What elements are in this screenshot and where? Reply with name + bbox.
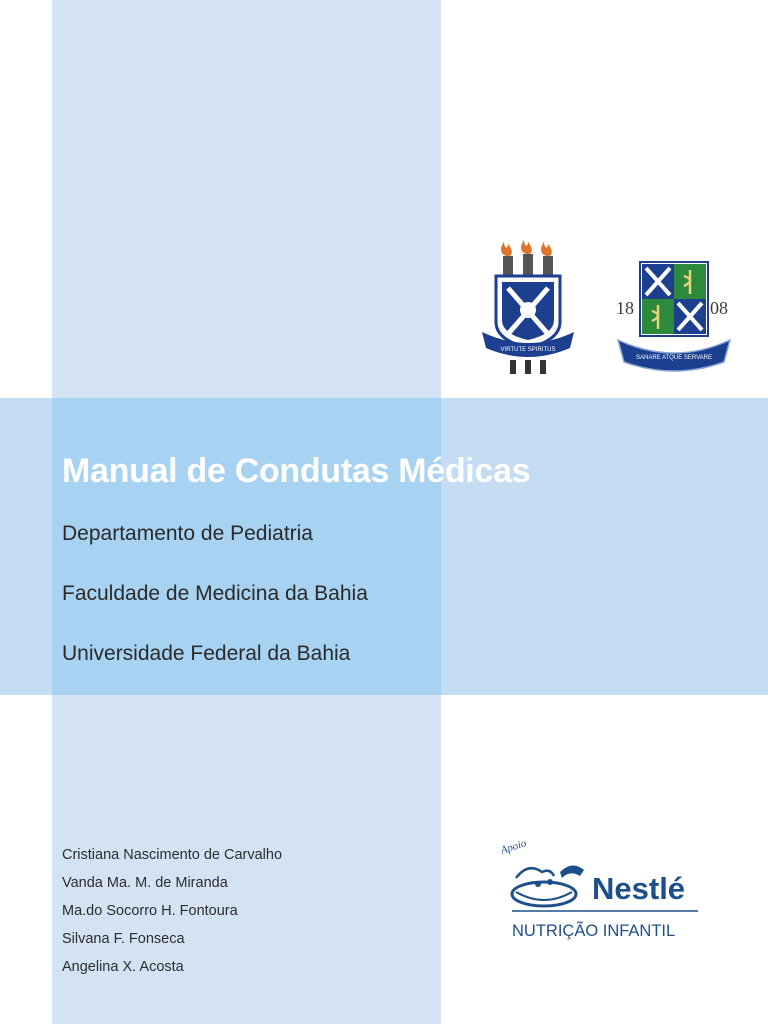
faculty-line: Faculdade de Medicina da Bahia (62, 582, 368, 605)
torch-icon (541, 242, 553, 280)
sponsor-division: NUTRIÇÃO INFANTIL (512, 922, 676, 940)
author-list (62, 845, 282, 985)
document-title: Manual de Condutas Médicas (62, 452, 531, 490)
author-name: Angelina X. Acosta (62, 959, 184, 975)
author-name: Silvana F. Fonseca (62, 931, 185, 947)
sponsor-prefix: Apoio (499, 837, 528, 857)
fmb-coat-of-arms (612, 260, 736, 374)
fmb-motto: SANARE ATQUE SERVARE (635, 355, 713, 361)
nestle-logo (498, 832, 708, 944)
fmb-year-right: 08 (710, 298, 728, 318)
torch-icon (501, 242, 513, 280)
author-name: Vanda Ma. M. de Miranda (62, 875, 228, 891)
ufba-coat-of-arms (478, 236, 578, 378)
nest-birds-icon (512, 865, 584, 906)
torch-icon (521, 240, 533, 280)
author-name: Ma.do Socorro H. Fontoura (62, 903, 238, 919)
author-name: Cristiana Nascimento de Carvalho (62, 847, 283, 863)
department-line: Departamento de Pediatria (62, 522, 313, 545)
sponsor-name: Nestlé (592, 871, 686, 906)
university-line: Universidade Federal da Bahia (62, 642, 351, 665)
fmb-year-left: 18 (616, 298, 634, 318)
ufba-motto: VIRTUTE SPIRITUS (500, 347, 556, 353)
